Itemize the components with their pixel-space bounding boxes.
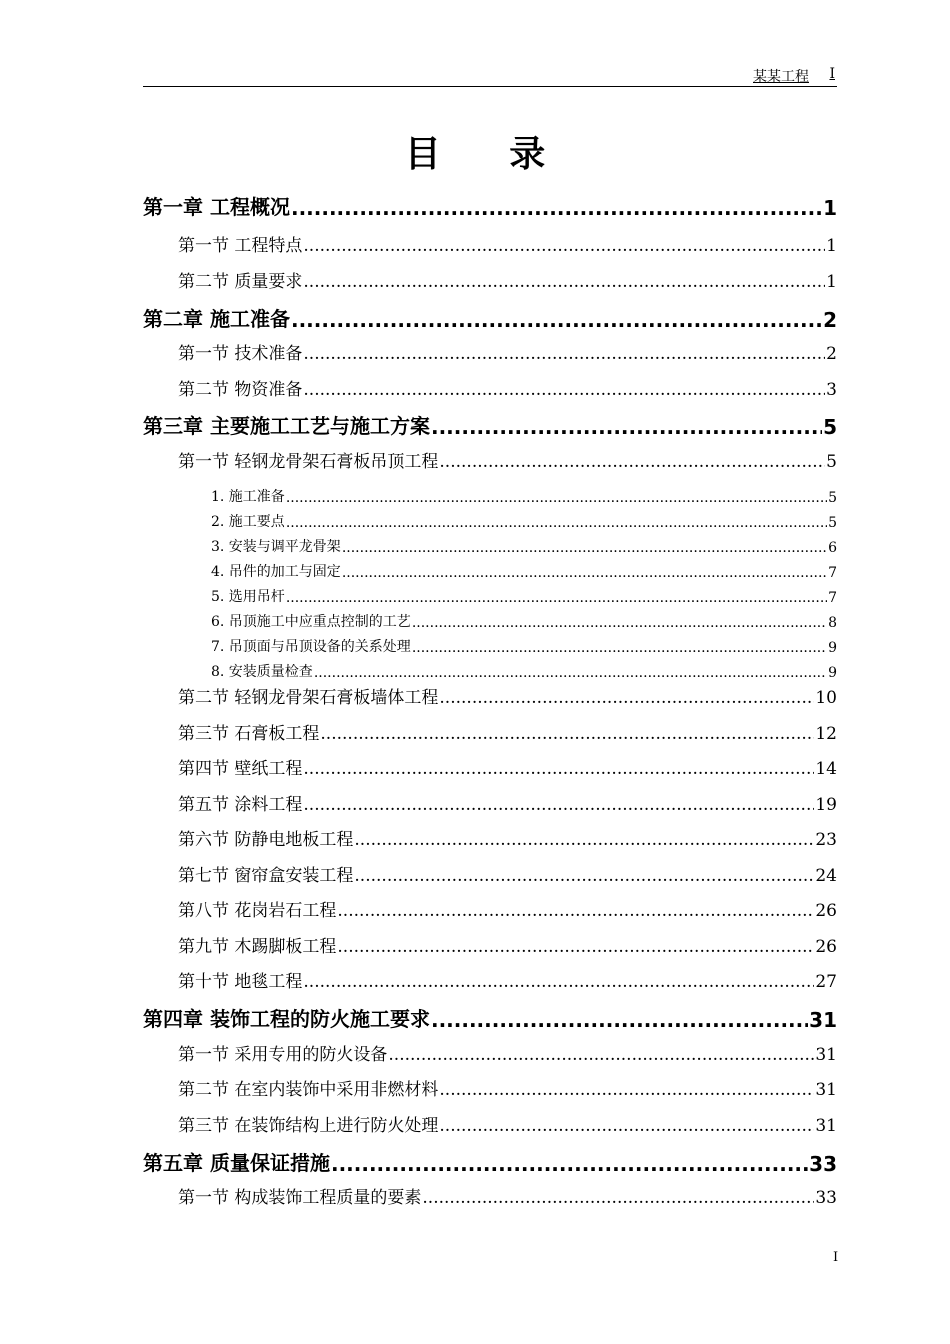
- toc-leader-dots: [303, 972, 814, 992]
- toc-entry-page: 7: [828, 590, 837, 606]
- toc-entry-label: 第八节 花岗岩石工程: [178, 901, 337, 921]
- toc-section-entry[interactable]: [178, 755, 837, 779]
- toc-section-entry[interactable]: [178, 1076, 837, 1100]
- toc-entry-page: 1: [826, 272, 837, 292]
- page-header: [143, 64, 837, 87]
- toc-entry-label: 第四章 装饰工程的防火施工要求: [143, 1007, 430, 1031]
- toc-entry-label: 第一节 轻钢龙骨架石膏板吊顶工程: [178, 452, 439, 472]
- toc-title: 目 录: [404, 134, 574, 175]
- toc-subsection-entry[interactable]: [211, 536, 837, 556]
- toc-entry-page: 26: [815, 901, 837, 921]
- toc-entry-label: 6. 吊顶施工中应重点控制的工艺: [211, 614, 411, 630]
- toc-entry-page: 23: [815, 830, 837, 850]
- toc-entry-label: 第二章 施工准备: [143, 307, 290, 331]
- toc-leader-dots: [303, 759, 814, 779]
- toc-leader-dots: [337, 901, 814, 921]
- toc-section-entry[interactable]: [178, 684, 837, 708]
- toc-leader-dots: [331, 1152, 808, 1176]
- toc-leader-dots: [354, 830, 814, 850]
- toc-entry-label: 第一章 工程概况: [143, 195, 290, 219]
- toc-leader-dots: [342, 565, 827, 581]
- toc-entry-label: 第二节 轻钢龙骨架石膏板墙体工程: [178, 688, 439, 708]
- header-page-number: I: [829, 66, 835, 82]
- toc-entry-page: 19: [815, 795, 837, 815]
- toc-entry-page: 9: [828, 640, 837, 656]
- toc-entry-page: 1: [823, 196, 837, 220]
- toc-entry-label: 第六节 防静电地板工程: [178, 830, 354, 850]
- toc-leader-dots: [439, 688, 814, 708]
- toc-entry-page: 9: [828, 665, 837, 681]
- toc-leader-dots: [337, 937, 814, 957]
- toc-entry-label: 第一节 采用专用的防火设备: [178, 1045, 388, 1065]
- toc-section-entry[interactable]: [178, 340, 837, 364]
- toc-entry-page: 12: [815, 724, 837, 744]
- toc-entry-label: 第二节 物资准备: [178, 380, 303, 400]
- toc-chapter-entry[interactable]: [143, 1004, 837, 1032]
- toc-leader-dots: [303, 236, 825, 256]
- toc-entry-label: 第一节 工程特点: [178, 236, 303, 256]
- toc-entry-page: 2: [826, 344, 837, 364]
- toc-entry-page: 2: [823, 308, 837, 332]
- toc-leader-dots: [286, 490, 827, 506]
- toc-entry-label: 1. 施工准备: [211, 489, 285, 505]
- toc-section-entry[interactable]: [178, 826, 837, 850]
- toc-chapter-entry[interactable]: [143, 1148, 837, 1176]
- toc-section-entry[interactable]: [178, 791, 837, 815]
- toc-entry-page: 33: [815, 1188, 837, 1208]
- toc-leader-dots: [431, 415, 822, 439]
- header-title: 某某工程: [753, 69, 809, 85]
- toc-entry-label: 第五章 质量保证措施: [143, 1151, 330, 1175]
- toc-entry-label: 4. 吊件的加工与固定: [211, 564, 341, 580]
- toc-leader-dots: [342, 540, 827, 556]
- toc-entry-label: 第九节 木踢脚板工程: [178, 937, 337, 957]
- toc-leader-dots: [388, 1045, 814, 1065]
- toc-leader-dots: [286, 515, 827, 531]
- toc-leader-dots: [314, 665, 827, 681]
- toc-entry-page: 5: [826, 452, 837, 472]
- toc-entry-label: 2. 施工要点: [211, 514, 285, 530]
- toc-entry-label: 第七节 窗帘盒安装工程: [178, 866, 354, 886]
- toc-leader-dots: [412, 615, 827, 631]
- toc-leader-dots: [303, 795, 814, 815]
- toc-entry-page: 31: [809, 1008, 837, 1032]
- toc-entry-label: 第四节 壁纸工程: [178, 759, 303, 779]
- toc-entry-page: 5: [828, 490, 837, 506]
- toc-entry-label: 第十节 地毯工程: [178, 972, 303, 992]
- toc-entry-label: 8. 安装质量检查: [211, 664, 313, 680]
- toc-leader-dots: [291, 308, 822, 332]
- toc-entry-label: 5. 选用吊杆: [211, 589, 285, 605]
- toc-entry-page: 8: [828, 615, 837, 631]
- toc-leader-dots: [286, 590, 827, 606]
- footer-page-number: I: [833, 1250, 839, 1265]
- toc-entry-page: 3: [826, 380, 837, 400]
- toc-entry-label: 3. 安装与调平龙骨架: [211, 539, 341, 555]
- toc-entry-page: 31: [815, 1116, 837, 1136]
- toc-subsection-entry[interactable]: [211, 586, 837, 606]
- toc-subsection-entry[interactable]: [211, 611, 837, 631]
- toc-entry-label: 第三章 主要施工工艺与施工方案: [143, 414, 430, 438]
- toc-subsection-entry[interactable]: [211, 561, 837, 581]
- toc-entry-label: 第五节 涂料工程: [178, 795, 303, 815]
- toc-chapter-entry[interactable]: [143, 304, 837, 332]
- toc-section-entry[interactable]: [178, 232, 837, 256]
- toc-subsection-entry[interactable]: [211, 661, 837, 681]
- toc-leader-dots: [422, 1188, 814, 1208]
- toc-entry-label: 7. 吊顶面与吊顶设备的关系处理: [211, 639, 411, 655]
- toc-entry-page: 10: [815, 688, 837, 708]
- toc-entry-label: 第一节 构成装饰工程质量的要素: [178, 1188, 422, 1208]
- toc-chapter-entry[interactable]: [143, 192, 837, 220]
- toc-chapter-entry[interactable]: [143, 411, 837, 439]
- toc-section-entry[interactable]: [178, 720, 837, 744]
- toc-entry-page: 24: [815, 866, 837, 886]
- toc-section-entry[interactable]: [178, 862, 837, 886]
- toc-leader-dots: [303, 380, 825, 400]
- toc-section-entry[interactable]: [178, 448, 837, 472]
- toc-section-entry[interactable]: [178, 1184, 837, 1208]
- toc-entry-label: 第二节 在室内装饰中采用非燃材料: [178, 1080, 439, 1100]
- toc-subsection-entry[interactable]: [211, 511, 837, 531]
- toc-entry-page: 33: [809, 1152, 837, 1176]
- toc-leader-dots: [320, 724, 814, 744]
- toc-entry-page: 14: [815, 759, 837, 779]
- toc-entry-page: 26: [815, 937, 837, 957]
- toc-entry-page: 1: [826, 236, 837, 256]
- toc-section-entry[interactable]: [178, 1112, 837, 1136]
- toc-leader-dots: [291, 196, 822, 220]
- toc-leader-dots: [439, 1116, 814, 1136]
- toc-entry-page: 6: [828, 540, 837, 556]
- toc-entry-label: 第三节 在装饰结构上进行防火处理: [178, 1116, 439, 1136]
- toc-entry-page: 5: [823, 415, 837, 439]
- toc-subsection-entry[interactable]: [211, 486, 837, 506]
- toc-subsection-entry[interactable]: [211, 636, 837, 656]
- toc-entry-page: 27: [815, 972, 837, 992]
- toc-section-entry[interactable]: [178, 268, 837, 292]
- toc-entry-label: 第二节 质量要求: [178, 272, 303, 292]
- toc-leader-dots: [303, 272, 825, 292]
- toc-leader-dots: [412, 640, 827, 656]
- toc-entry-page: 31: [815, 1080, 837, 1100]
- toc-leader-dots: [354, 866, 814, 886]
- toc-entry-label: 第三节 石膏板工程: [178, 724, 320, 744]
- toc-section-entry[interactable]: [178, 897, 837, 921]
- toc-entry-page: 31: [815, 1045, 837, 1065]
- toc-leader-dots: [439, 1080, 814, 1100]
- toc-section-entry[interactable]: [178, 376, 837, 400]
- toc-entry-page: 5: [828, 515, 837, 531]
- toc-section-entry[interactable]: [178, 1041, 837, 1065]
- toc-section-entry[interactable]: [178, 968, 837, 992]
- toc-leader-dots: [439, 452, 825, 472]
- toc-leader-dots: [303, 344, 825, 364]
- toc-leader-dots: [431, 1008, 808, 1032]
- toc-entry-page: 7: [828, 565, 837, 581]
- toc-section-entry[interactable]: [178, 933, 837, 957]
- toc-entry-label: 第一节 技术准备: [178, 344, 303, 364]
